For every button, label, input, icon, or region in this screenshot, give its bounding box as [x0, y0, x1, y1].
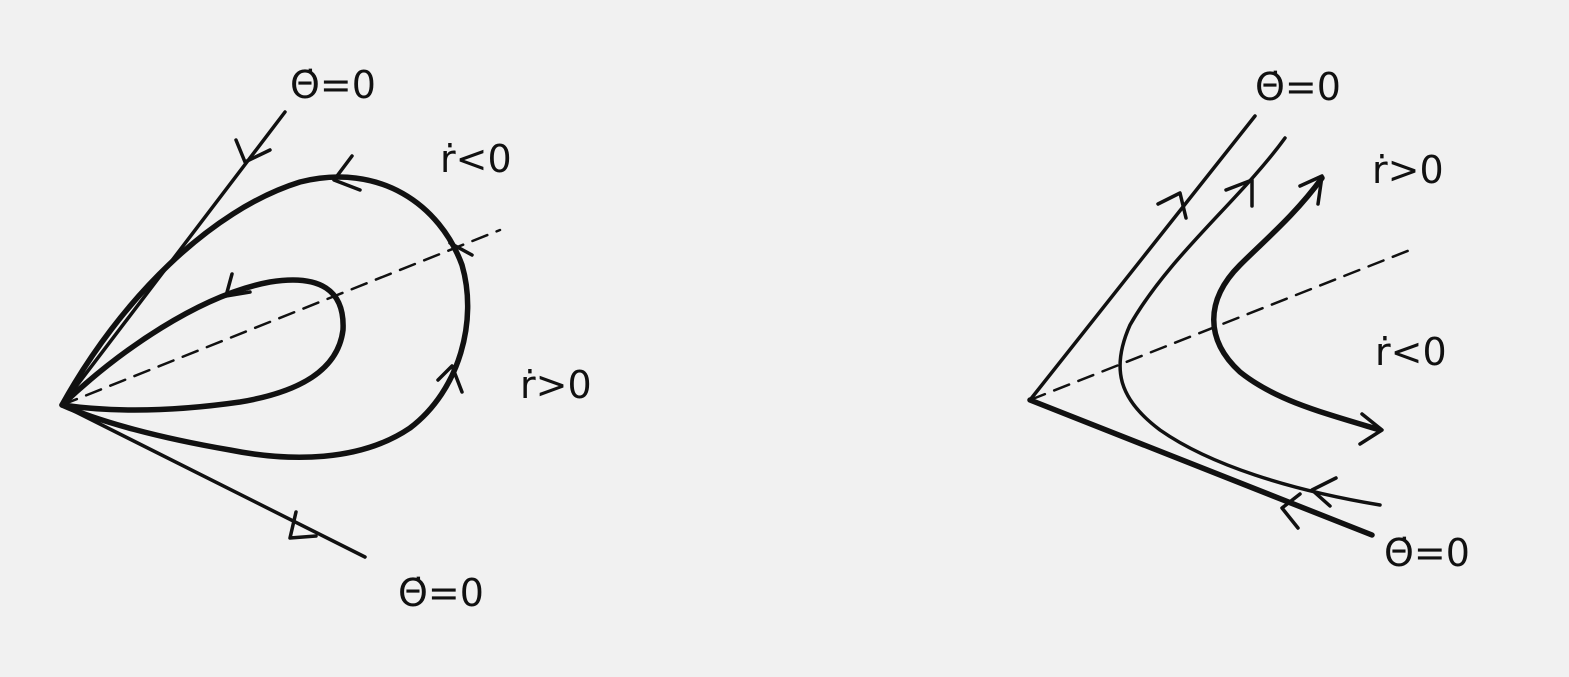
right-label-top: Θ̇=0: [1255, 65, 1341, 109]
left-label-bottom: Θ̇=0: [398, 571, 484, 615]
right-label-r-negative: ṙ<0: [1375, 330, 1447, 374]
right-phase-portrait: [1030, 65, 1470, 575]
left-label-top: Θ̇=0: [290, 63, 376, 107]
right-upper-separatrix: [1030, 116, 1255, 400]
right-label-bottom: Θ̇=0: [1384, 531, 1470, 575]
right-symmetry-axis: [1030, 250, 1410, 400]
right-label-r-positive: ṙ>0: [1372, 148, 1444, 192]
left-outer-top-arrow: [334, 156, 360, 190]
left-lower-separatrix: [62, 405, 365, 557]
left-outer-orbit: [62, 177, 468, 457]
left-label-r-positive: ṙ>0: [520, 363, 592, 407]
left-upper-separatrix-arrow: [236, 140, 270, 162]
right-middle-trajectory-lower-arrow: [1312, 478, 1336, 506]
left-inner-orbit: [62, 280, 343, 410]
right-upper-separatrix-arrow: [1158, 193, 1186, 218]
right-lower-separatrix: [1030, 400, 1372, 535]
left-label-r-negative: ṙ<0: [440, 137, 512, 181]
right-trajectory-outer: [1214, 178, 1380, 430]
left-phase-portrait: [62, 63, 592, 615]
